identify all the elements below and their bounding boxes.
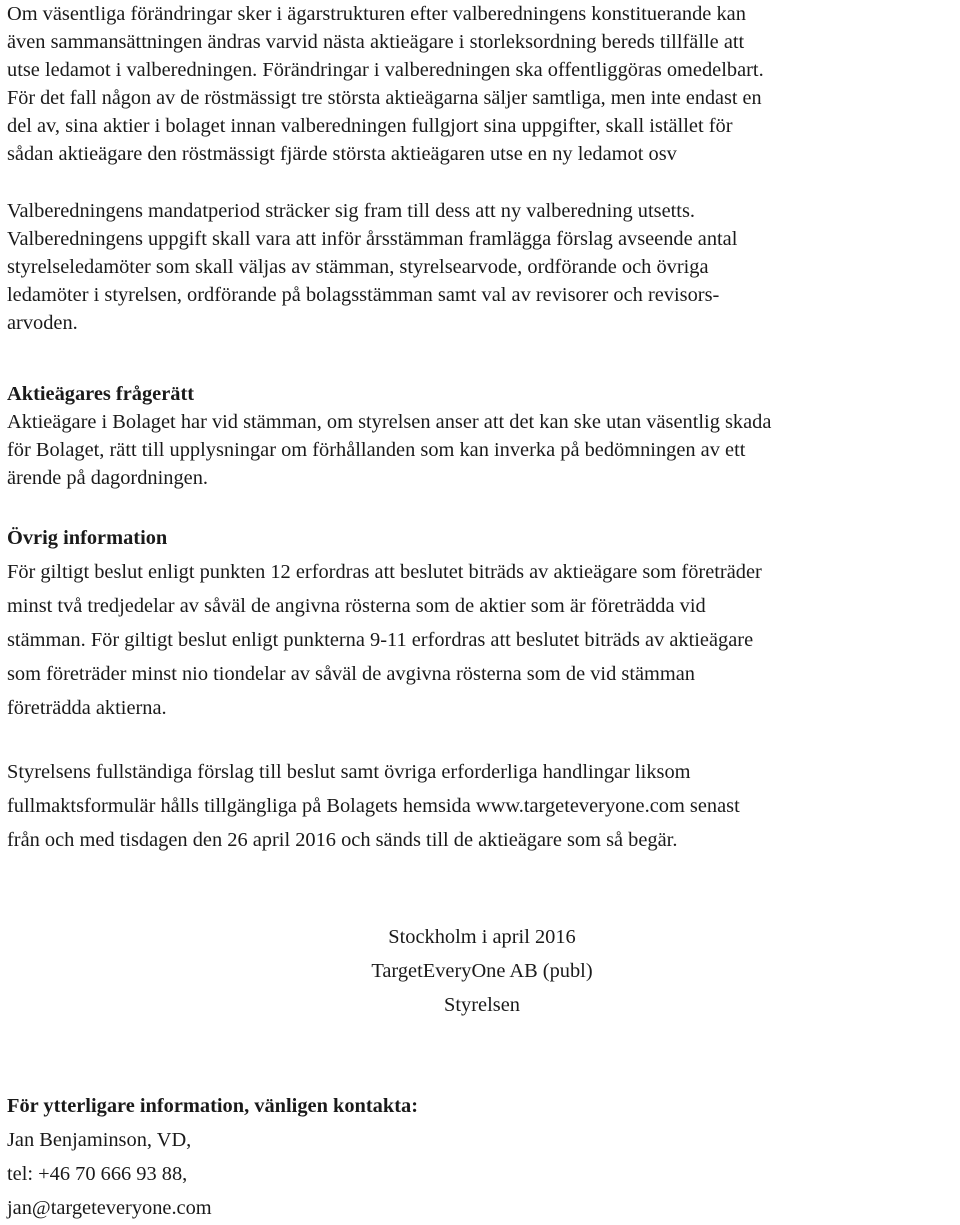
signature-block [7,920,957,1022]
intro-line: även sammansättningen ändras varvid nästa aktieägare i storleksordning bereds tillfälle att [7,31,745,53]
mandate-paragraph [7,197,957,337]
intro-line: Om väsentliga förändringar sker i ägarstrukturen efter valberedningens konstituerande kan [7,3,746,25]
proposals-line: från och med tisdagen den 26 april 2016 och sänds till de aktieägare som så begär. [7,829,678,851]
other-info-heading: Övrig information [7,527,168,549]
proposals-line: fullmaktsformulär hålls tillgängliga på Bolagets hemsida www.targeteveryone.com senast [7,795,740,817]
signature-place-date: Stockholm i april 2016 [388,926,576,948]
intro-line: För det fall någon av de röstmässigt tre största aktieägarna säljer samtliga, men inte endast en [7,87,762,109]
intro-line: sådan aktieägare den röstmässigt fjärde största aktieägaren utse en ny ledamot osv [7,143,677,165]
mandate-line: styrelseledamöter som skall väljas av stämman, styrelsearvode, ordförande och övriga [7,256,709,278]
contact-name: Jan Benjaminson, VD, [7,1129,192,1151]
contact-section [7,1089,957,1225]
question-right-heading: Aktieägares frågerätt [7,383,195,405]
other-info-section [7,521,957,725]
proposals-paragraph [7,755,957,857]
contact-email[interactable]: jan@targeteveryone.com [7,1197,212,1219]
proposals-line: Styrelsens fullständiga förslag till beslut samt övriga erforderliga handlingar liksom [7,761,691,783]
contact-heading: För ytterligare information, vänligen kontakta: [7,1095,418,1117]
other-info-line: För giltigt beslut enligt punkten 12 erfordras att beslutet biträds av aktieägare som företräder [7,561,762,583]
contact-phone: tel: +46 70 666 93 88, [7,1163,188,1185]
other-info-line: minst två tredjedelar av såväl de angivna rösterna som de aktier som är företrädda vid [7,595,706,617]
question-right-line: Aktieägare i Bolaget har vid stämman, om styrelsen anser att det kan ske utan väsentlig skada [7,411,772,433]
other-info-line: stämman. För giltigt beslut enligt punkterna 9-11 erfordras att beslutet biträds av aktieägare [7,629,754,651]
question-right-line: för Bolaget, rätt till upplysningar om förhållanden som kan inverka på bedömningen av ett [7,439,746,461]
question-right-line: ärende på dagordningen. [7,467,208,489]
other-info-line: som företräder minst nio tiondelar av såväl de avgivna rösterna som de vid stämman [7,663,695,685]
signature-board: Styrelsen [444,994,520,1016]
intro-paragraph [7,0,957,168]
other-info-line: företrädda aktierna. [7,697,167,719]
signature-company: TargetEveryOne AB (publ) [371,960,593,982]
mandate-line: arvoden. [7,312,78,334]
mandate-line: ledamöter i styrelsen, ordförande på bolagsstämman samt val av revisorer och revisors- [7,284,720,306]
intro-line: utse ledamot i valberedningen. Förändringar i valberedningen ska offentliggöras omedelbart. [7,59,764,81]
intro-line: del av, sina aktier i bolaget innan valberedningen fullgjort sina uppgifter, skall istället för [7,115,733,137]
mandate-line: Valberedningens mandatperiod sträcker sig fram till dess att ny valberedning utsetts. [7,200,695,222]
question-right-section [7,380,957,492]
mandate-line: Valberedningens uppgift skall vara att inför årsstämman framlägga förslag avseende antal [7,228,738,250]
